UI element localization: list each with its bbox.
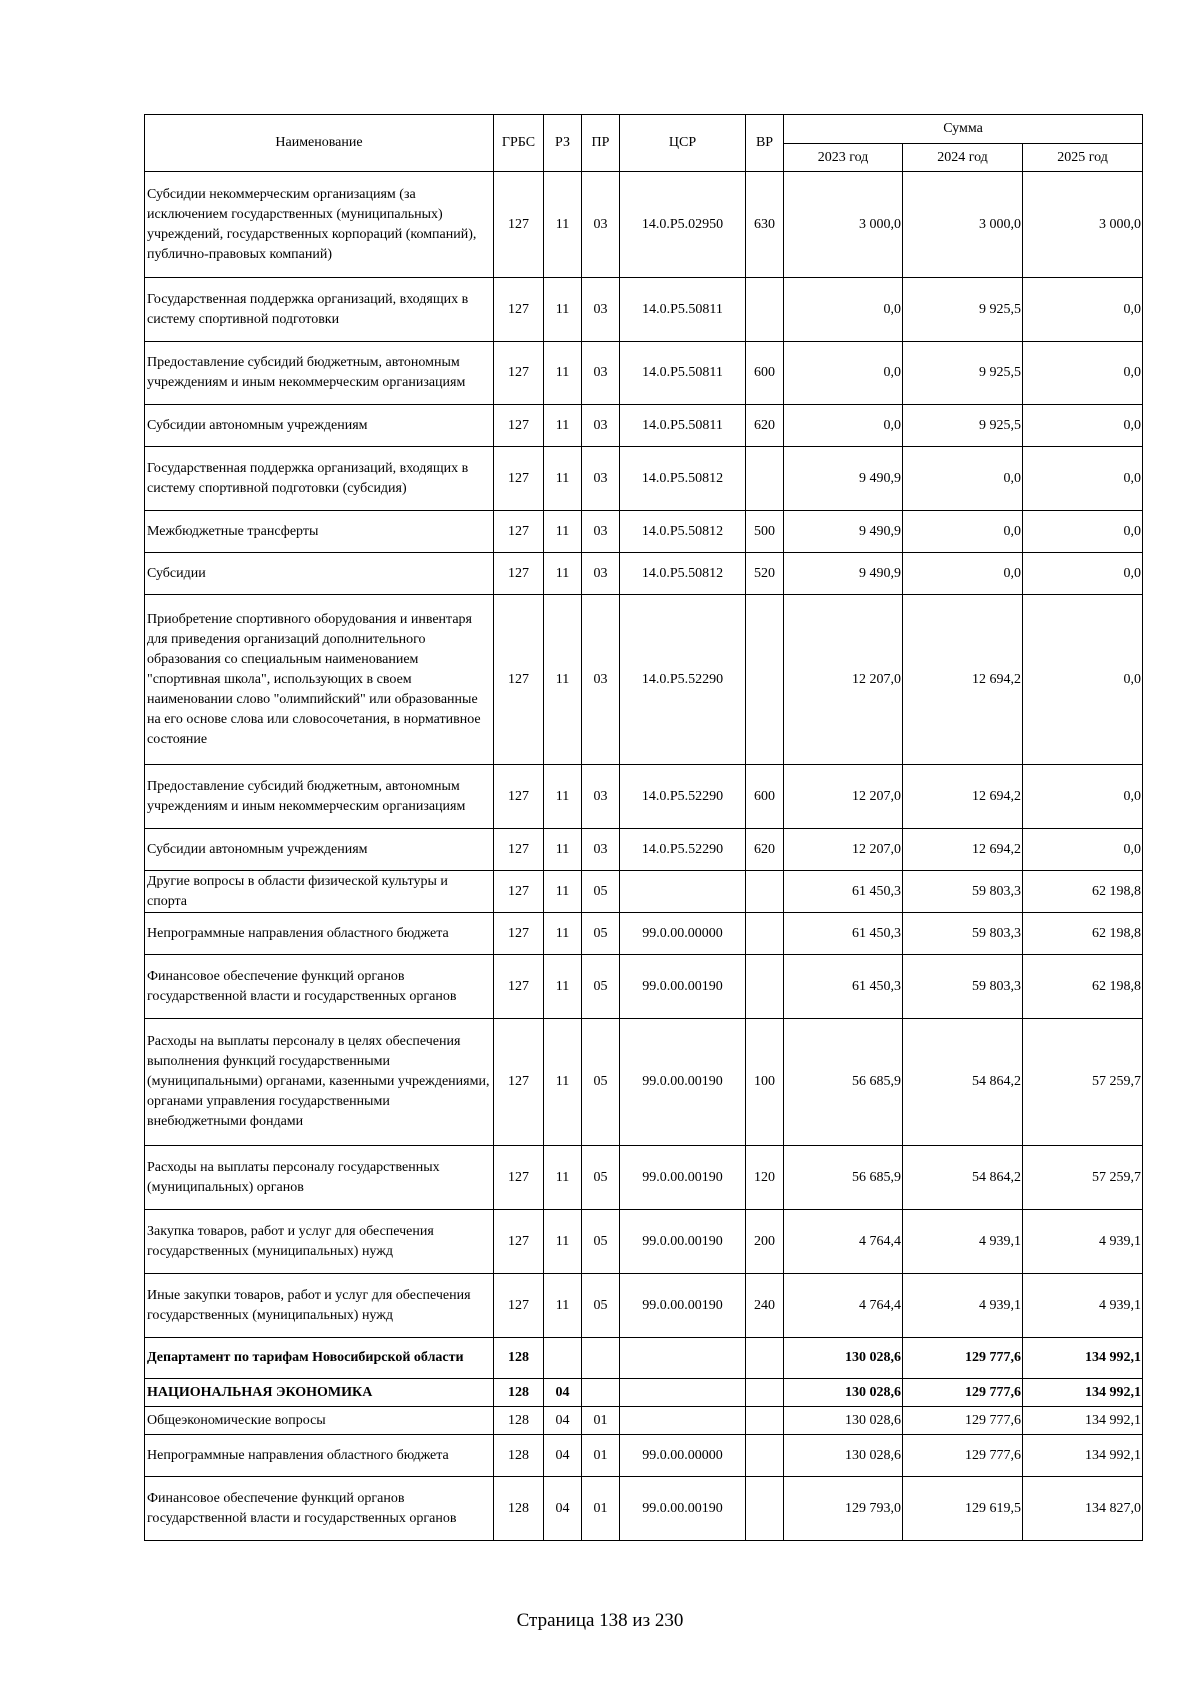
- cell-grbs: 127: [494, 1146, 544, 1210]
- cell-csr: 99.0.00.00190: [620, 1274, 746, 1338]
- cell-name: Расходы на выплаты персоналу государственных (муниципальных) органов: [145, 1146, 494, 1210]
- table-row: [145, 829, 1143, 871]
- cell-y2024: 54 864,2: [903, 1019, 1023, 1146]
- cell-y2025: 4 939,1: [1023, 1274, 1143, 1338]
- cell-y2025: 134 992,1: [1023, 1379, 1143, 1407]
- cell-name: Субсидии автономным учреждениям: [145, 829, 494, 871]
- cell-pr: 03: [582, 405, 620, 447]
- cell-name: Другие вопросы в области физической культуры и спорта: [145, 871, 494, 913]
- cell-rz: 04: [544, 1477, 582, 1541]
- cell-y2024: 59 803,3: [903, 913, 1023, 955]
- cell-name: Закупка товаров, работ и услуг для обеспечения государственных (муниципальных) нужд: [145, 1210, 494, 1274]
- table-row: [145, 1019, 1143, 1146]
- cell-grbs: 127: [494, 405, 544, 447]
- cell-y2023: 4 764,4: [784, 1210, 903, 1274]
- table-body: [145, 172, 1143, 1541]
- cell-rz: 11: [544, 172, 582, 278]
- cell-y2024: 59 803,3: [903, 955, 1023, 1019]
- cell-rz: 11: [544, 765, 582, 829]
- cell-y2025: 4 939,1: [1023, 1210, 1143, 1274]
- cell-y2025: 0,0: [1023, 511, 1143, 553]
- cell-csr: 99.0.00.00190: [620, 955, 746, 1019]
- table-row: [145, 405, 1143, 447]
- cell-y2023: 9 490,9: [784, 511, 903, 553]
- cell-y2024: 12 694,2: [903, 829, 1023, 871]
- cell-pr: 05: [582, 871, 620, 913]
- cell-rz: 11: [544, 1019, 582, 1146]
- table-row: [145, 1274, 1143, 1338]
- cell-y2023: 56 685,9: [784, 1146, 903, 1210]
- header-vr: ВР: [746, 115, 784, 172]
- cell-y2023: 3 000,0: [784, 172, 903, 278]
- cell-vr: 500: [746, 511, 784, 553]
- cell-name: Субсидии некоммерческим организациям (за исключением государственных (муниципальных) учреждений, государственных корпораций (компаний), публично-правовых компаний): [145, 172, 494, 278]
- cell-rz: 11: [544, 595, 582, 765]
- cell-y2023: 61 450,3: [784, 871, 903, 913]
- cell-name: Предоставление субсидий бюджетным, автономным учреждениям и иным некоммерческим организациям: [145, 765, 494, 829]
- cell-vr: 200: [746, 1210, 784, 1274]
- cell-rz: 11: [544, 829, 582, 871]
- cell-grbs: 127: [494, 595, 544, 765]
- cell-name: Государственная поддержка организаций, входящих в систему спортивной подготовки (субсидия): [145, 447, 494, 511]
- cell-vr: 620: [746, 405, 784, 447]
- table-row: [145, 595, 1143, 765]
- cell-name: Субсидии: [145, 553, 494, 595]
- table-row: [145, 342, 1143, 405]
- cell-y2025: 57 259,7: [1023, 1146, 1143, 1210]
- cell-name: Предоставление субсидий бюджетным, автономным учреждениям и иным некоммерческим организациям: [145, 342, 494, 405]
- cell-y2023: 12 207,0: [784, 829, 903, 871]
- cell-y2023: 130 028,6: [784, 1435, 903, 1477]
- cell-name: Департамент по тарифам Новосибирской области: [145, 1338, 494, 1379]
- cell-grbs: 128: [494, 1407, 544, 1435]
- cell-y2023: 56 685,9: [784, 1019, 903, 1146]
- cell-pr: 03: [582, 278, 620, 342]
- cell-name: Субсидии автономным учреждениям: [145, 405, 494, 447]
- table-row: [145, 1477, 1143, 1541]
- cell-y2023: 4 764,4: [784, 1274, 903, 1338]
- cell-csr: 99.0.00.00000: [620, 913, 746, 955]
- cell-name: НАЦИОНАЛЬНАЯ ЭКОНОМИКА: [145, 1379, 494, 1407]
- cell-y2025: 62 198,8: [1023, 955, 1143, 1019]
- table-row: [145, 447, 1143, 511]
- cell-pr: 01: [582, 1435, 620, 1477]
- header-grbs: ГРБС: [494, 115, 544, 172]
- cell-vr: [746, 955, 784, 1019]
- cell-csr: 14.0.P5.52290: [620, 595, 746, 765]
- cell-name: Приобретение спортивного оборудования и инвентаря для приведения организаций дополнительного образования со специальным наименованием "спортивная школа", использующих в своем наименовании слово "олимпийский" или образованные на его основе слова или словосочетания, в нормативное состояние: [145, 595, 494, 765]
- cell-rz: 04: [544, 1379, 582, 1407]
- cell-rz: 11: [544, 405, 582, 447]
- cell-csr: 99.0.00.00190: [620, 1477, 746, 1541]
- header-name: Наименование: [145, 115, 494, 172]
- cell-grbs: 127: [494, 553, 544, 595]
- cell-y2025: 0,0: [1023, 829, 1143, 871]
- cell-y2024: 54 864,2: [903, 1146, 1023, 1210]
- cell-y2024: 4 939,1: [903, 1210, 1023, 1274]
- cell-grbs: 127: [494, 765, 544, 829]
- table-row: [145, 511, 1143, 553]
- cell-y2023: 61 450,3: [784, 955, 903, 1019]
- cell-grbs: 127: [494, 871, 544, 913]
- cell-grbs: 128: [494, 1338, 544, 1379]
- cell-y2025: 134 992,1: [1023, 1338, 1143, 1379]
- cell-grbs: 127: [494, 1274, 544, 1338]
- cell-pr: 05: [582, 1019, 620, 1146]
- cell-y2024: 129 619,5: [903, 1477, 1023, 1541]
- table-row: [145, 1146, 1143, 1210]
- cell-y2024: 129 777,6: [903, 1338, 1023, 1379]
- cell-y2025: 0,0: [1023, 278, 1143, 342]
- cell-rz: 11: [544, 871, 582, 913]
- cell-y2024: 59 803,3: [903, 871, 1023, 913]
- budget-table: [144, 114, 1143, 1541]
- cell-pr: 03: [582, 342, 620, 405]
- cell-grbs: 128: [494, 1435, 544, 1477]
- cell-pr: 03: [582, 595, 620, 765]
- cell-y2024: 12 694,2: [903, 765, 1023, 829]
- cell-rz: 04: [544, 1435, 582, 1477]
- cell-y2025: 134 827,0: [1023, 1477, 1143, 1541]
- cell-rz: 11: [544, 1274, 582, 1338]
- cell-grbs: 127: [494, 278, 544, 342]
- table-row: [145, 172, 1143, 278]
- cell-pr: 05: [582, 913, 620, 955]
- cell-vr: 100: [746, 1019, 784, 1146]
- header-row-top: [145, 115, 1143, 144]
- cell-grbs: 127: [494, 955, 544, 1019]
- cell-csr: 14.0.P5.02950: [620, 172, 746, 278]
- cell-y2025: 0,0: [1023, 447, 1143, 511]
- cell-vr: [746, 278, 784, 342]
- header-rz: РЗ: [544, 115, 582, 172]
- cell-vr: [746, 595, 784, 765]
- header-year-2023: 2023 год: [784, 144, 903, 172]
- cell-csr: 14.0.P5.52290: [620, 829, 746, 871]
- cell-pr: 03: [582, 511, 620, 553]
- cell-pr: 05: [582, 1146, 620, 1210]
- cell-y2025: 0,0: [1023, 553, 1143, 595]
- cell-name: Финансовое обеспечение функций органов государственной власти и государственных органов: [145, 955, 494, 1019]
- cell-grbs: 127: [494, 447, 544, 511]
- cell-y2023: 9 490,9: [784, 447, 903, 511]
- cell-y2025: 57 259,7: [1023, 1019, 1143, 1146]
- cell-pr: 05: [582, 1210, 620, 1274]
- cell-rz: 11: [544, 955, 582, 1019]
- cell-y2023: 12 207,0: [784, 765, 903, 829]
- table-row: [145, 278, 1143, 342]
- cell-pr: 05: [582, 955, 620, 1019]
- cell-y2025: 0,0: [1023, 405, 1143, 447]
- cell-rz: 04: [544, 1407, 582, 1435]
- header-year-2025: 2025 год: [1023, 144, 1143, 172]
- cell-grbs: 127: [494, 1019, 544, 1146]
- cell-y2024: 129 777,6: [903, 1435, 1023, 1477]
- header-pr: ПР: [582, 115, 620, 172]
- budget-table-container: [144, 114, 1142, 1541]
- table-row: [145, 1407, 1143, 1435]
- cell-grbs: 127: [494, 1210, 544, 1274]
- cell-y2024: 9 925,5: [903, 278, 1023, 342]
- cell-name: Государственная поддержка организаций, входящих в систему спортивной подготовки: [145, 278, 494, 342]
- cell-y2025: 62 198,8: [1023, 913, 1143, 955]
- cell-csr: 99.0.00.00190: [620, 1210, 746, 1274]
- table-row: [145, 1338, 1143, 1379]
- cell-y2025: 0,0: [1023, 342, 1143, 405]
- cell-rz: 11: [544, 553, 582, 595]
- cell-name: Общеэкономические вопросы: [145, 1407, 494, 1435]
- cell-vr: 630: [746, 172, 784, 278]
- cell-grbs: 127: [494, 829, 544, 871]
- table-row: [145, 553, 1143, 595]
- cell-csr: 14.0.P5.50812: [620, 511, 746, 553]
- cell-vr: [746, 1435, 784, 1477]
- cell-grbs: 128: [494, 1379, 544, 1407]
- cell-vr: 120: [746, 1146, 784, 1210]
- cell-pr: 03: [582, 172, 620, 278]
- cell-name: Непрограммные направления областного бюджета: [145, 1435, 494, 1477]
- cell-y2023: 0,0: [784, 342, 903, 405]
- cell-y2025: 134 992,1: [1023, 1435, 1143, 1477]
- cell-vr: [746, 871, 784, 913]
- cell-pr: 01: [582, 1477, 620, 1541]
- cell-vr: 600: [746, 765, 784, 829]
- cell-csr: 14.0.P5.50812: [620, 447, 746, 511]
- cell-grbs: 127: [494, 342, 544, 405]
- cell-rz: 11: [544, 913, 582, 955]
- cell-csr: [620, 871, 746, 913]
- table-row: [145, 1379, 1143, 1407]
- table-row: [145, 913, 1143, 955]
- cell-csr: 14.0.P5.50812: [620, 553, 746, 595]
- cell-csr: 14.0.P5.52290: [620, 765, 746, 829]
- cell-y2024: 129 777,6: [903, 1379, 1023, 1407]
- cell-y2023: 61 450,3: [784, 913, 903, 955]
- cell-y2024: 12 694,2: [903, 595, 1023, 765]
- cell-vr: [746, 447, 784, 511]
- cell-y2023: 9 490,9: [784, 553, 903, 595]
- cell-vr: 620: [746, 829, 784, 871]
- cell-csr: [620, 1407, 746, 1435]
- cell-name: Финансовое обеспечение функций органов государственной власти и государственных органов: [145, 1477, 494, 1541]
- cell-grbs: 128: [494, 1477, 544, 1541]
- cell-grbs: 127: [494, 511, 544, 553]
- cell-y2024: 0,0: [903, 553, 1023, 595]
- cell-rz: 11: [544, 447, 582, 511]
- page-number: Страница 138 из 230: [516, 1610, 684, 1631]
- cell-grbs: 127: [494, 172, 544, 278]
- cell-pr: [582, 1338, 620, 1379]
- cell-pr: 03: [582, 829, 620, 871]
- cell-y2023: 130 028,6: [784, 1379, 903, 1407]
- header-sum: Сумма: [784, 115, 1143, 144]
- cell-rz: 11: [544, 278, 582, 342]
- cell-csr: 99.0.00.00190: [620, 1019, 746, 1146]
- header-year-2024: 2024 год: [903, 144, 1023, 172]
- cell-pr: 03: [582, 447, 620, 511]
- cell-pr: 01: [582, 1407, 620, 1435]
- cell-y2024: 3 000,0: [903, 172, 1023, 278]
- cell-csr: [620, 1338, 746, 1379]
- cell-csr: [620, 1379, 746, 1407]
- cell-vr: [746, 1477, 784, 1541]
- cell-y2024: 4 939,1: [903, 1274, 1023, 1338]
- cell-rz: 11: [544, 511, 582, 553]
- cell-name: Иные закупки товаров, работ и услуг для обеспечения государственных (муниципальных) нужд: [145, 1274, 494, 1338]
- table-row: [145, 1210, 1143, 1274]
- cell-y2023: 0,0: [784, 405, 903, 447]
- cell-y2023: 0,0: [784, 278, 903, 342]
- cell-csr: 99.0.00.00190: [620, 1146, 746, 1210]
- cell-csr: 14.0.P5.50811: [620, 278, 746, 342]
- cell-vr: [746, 1338, 784, 1379]
- table-row: [145, 871, 1143, 913]
- cell-y2025: 62 198,8: [1023, 871, 1143, 913]
- cell-vr: 520: [746, 553, 784, 595]
- cell-y2024: 0,0: [903, 447, 1023, 511]
- cell-y2025: 3 000,0: [1023, 172, 1143, 278]
- cell-vr: [746, 1407, 784, 1435]
- cell-y2025: 0,0: [1023, 765, 1143, 829]
- cell-pr: 05: [582, 1274, 620, 1338]
- cell-rz: 11: [544, 1210, 582, 1274]
- cell-csr: 14.0.P5.50811: [620, 342, 746, 405]
- cell-y2023: 12 207,0: [784, 595, 903, 765]
- cell-y2024: 0,0: [903, 511, 1023, 553]
- cell-y2024: 129 777,6: [903, 1407, 1023, 1435]
- cell-vr: 240: [746, 1274, 784, 1338]
- cell-rz: 11: [544, 342, 582, 405]
- cell-name: Расходы на выплаты персоналу в целях обеспечения выполнения функций государственными (муниципальными) органами, казенными учреждениями, органами управления государственными внебюджетными фондами: [145, 1019, 494, 1146]
- table-row: [145, 1435, 1143, 1477]
- cell-pr: [582, 1379, 620, 1407]
- cell-pr: 03: [582, 765, 620, 829]
- table-row: [145, 955, 1143, 1019]
- cell-y2023: 130 028,6: [784, 1407, 903, 1435]
- cell-vr: 600: [746, 342, 784, 405]
- cell-name: Непрограммные направления областного бюджета: [145, 913, 494, 955]
- header-csr: ЦСР: [620, 115, 746, 172]
- table-row: [145, 765, 1143, 829]
- cell-y2025: 134 992,1: [1023, 1407, 1143, 1435]
- cell-csr: 14.0.P5.50811: [620, 405, 746, 447]
- cell-vr: [746, 1379, 784, 1407]
- cell-y2024: 9 925,5: [903, 342, 1023, 405]
- cell-name: Межбюджетные трансферты: [145, 511, 494, 553]
- cell-rz: 11: [544, 1146, 582, 1210]
- cell-y2025: 0,0: [1023, 595, 1143, 765]
- cell-vr: [746, 913, 784, 955]
- cell-grbs: 127: [494, 913, 544, 955]
- cell-y2023: 130 028,6: [784, 1338, 903, 1379]
- cell-pr: 03: [582, 553, 620, 595]
- cell-y2023: 129 793,0: [784, 1477, 903, 1541]
- cell-y2024: 9 925,5: [903, 405, 1023, 447]
- cell-rz: [544, 1338, 582, 1379]
- cell-csr: 99.0.00.00000: [620, 1435, 746, 1477]
